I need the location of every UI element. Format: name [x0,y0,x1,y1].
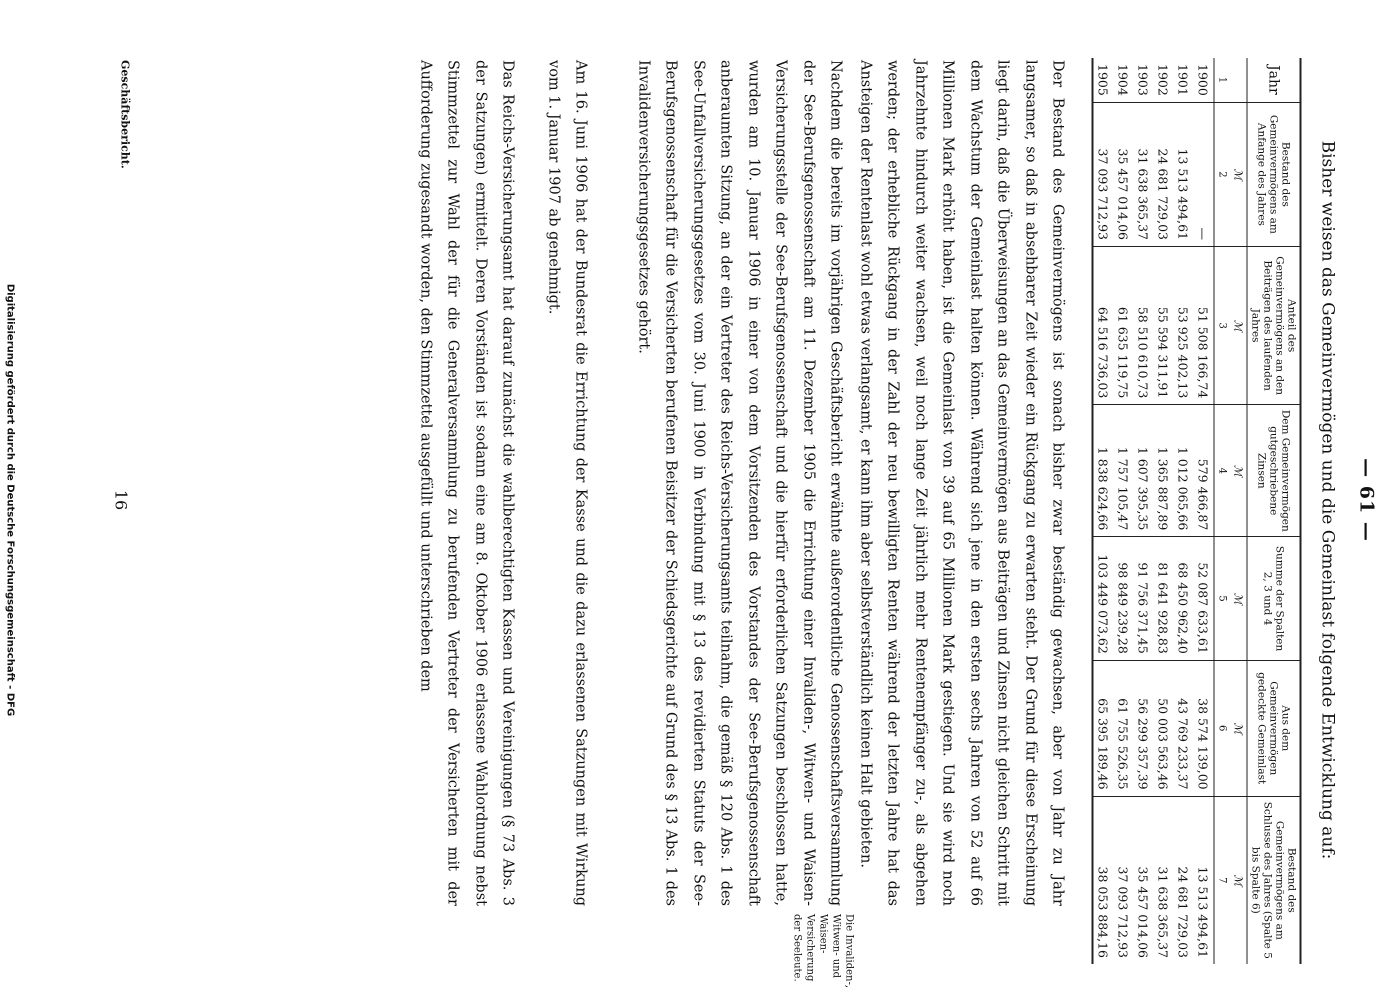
table-cell: 38 053 884,16 [1092,796,1113,964]
table-cell: 43 769 233,37 [1173,660,1193,796]
header-gemeinlast: Aus dem Gemeinvermögen gedeckte Gemeinlast [1247,660,1301,796]
table-cell: 103 449 073,62 [1092,537,1113,660]
page-number: — 61 — [1355,458,1377,542]
unit-cell: ℳ [1230,246,1247,404]
table-cell: 1900 [1195,64,1211,96]
table-row [1113,58,1133,964]
table-cell: 1 365 887,89 [1153,405,1173,537]
development-table [1091,58,1301,964]
paragraph-versicherungsamt: Das Reichs-Versicherungsamt hat darauf zunächst die wahlberechtigten Kassen und Vereinigungen (§ 73 Abs. 3 der Satzungen) ermittelt. Deren Vorständen ist sodann eine am 8. Oktober 1906 erlassene Wahlordnung nebst Stimmzettel zur Wahl der für die Generalversammlung zu berufenden Vertreter der Versicherten mit der Aufforderung zugesandt worden, den Stimmzettel ausgefüllt und unterschrieben dem [417,60,516,906]
footer-label: Geschäftsbericht. [118,60,131,169]
column-number: 2 [1214,102,1231,246]
table-cell: 1 757 105,47 [1113,405,1133,537]
table-cell: 1903 [1135,64,1151,96]
table-cell: 13 513 494,61 [1193,796,1214,964]
table-cell: 24 681 729,03 [1153,102,1173,246]
table-cell: 31 638 365,37 [1153,796,1173,964]
table-cell: 81 641 928,83 [1153,537,1173,660]
table-cell: 13 513 494,61 [1173,102,1193,246]
table-cell: 1 838 624,66 [1092,405,1113,537]
unit-cell: ℳ [1230,537,1247,660]
header-anteil: Anteil des Gemeinvermögens an den Beiträgen des laufenden Jahres [1247,246,1301,404]
table-row [1193,58,1214,964]
table-cell: 1 012 065,66 [1173,405,1193,537]
table-cell: 24 681 729,03 [1173,796,1193,964]
unit-row [1230,58,1247,964]
paragraph-genossenschaft: Nachdem die bereits im vorjährigen Geschäftsbericht erwähnte außerordentliche Genossenschaftsversammlung der See-Berufsgenossenschaft am 11. Dezember 1905 die Errichtung einer Invaliden-, Witwen- und Waisen-Versicherungsstelle der See-Berufsgenossenschaft und die hierfür erforderlichen Satzungen beschlossen hatte, wurden am 10. Januar 1906 in einer von dem Vorsitzenden des Vorstandes der See-Berufsgenossenschaft anberaumten Sitzung, an der ein Vertreter des Reichs-Versicherungsamts teilnahm, die gemäß § 120 Abs. 1 des See-Unfallversicherungsgesetzes vom 30. Juni 1900 in Verbindung mit § 13 des revidierten Statuts der See-Berufsgenossenschaft für die Versicherten berufenen Beisitzer der Schiedsgerichte auf Grund des § 13 Abs. 1 des Invalidenversicherungsgesetzes gehört. [635,60,844,906]
table-cell: 61 755 526,35 [1113,660,1133,796]
table-cell: 35 457 014,06 [1133,796,1153,964]
paragraph-bestand: Der Bestand des Gemeinvermögens ist sonach bisher zwar beständig gewachsen, aber von Jahr zu Jahr langsamer, so daß in absehbarer Zeit wieder ein Rückgang zu erwarten steht. Der Grund für diese Erscheinung liegt darin, daß die Überweisungen an das Gemeinvermögen aus Beiträgen und Zinsen nicht gleichen Schritt mit dem Wachstum der Gemeinlast halten können. Während sich jene in den ersten sechs Jahren von 52 auf 66 Millionen Mark erhöht haben, ist die Gemeinlast von 39 auf 65 Millionen Mark gestiegen. Und sie wird noch Jahrzehnte hindurch weiter wachsen, weil noch lange Zeit jährlich mehr Rentenempfänger zu-, als abgehen werden; der erhebliche Rückgang in der Zahl der neu bewilligten Renten während der letzten Jahre hat das Ansteigen der Rentenlast wohl etwas verlangsamt, er kann ihm aber selbstverständlich keinen Halt gebieten. [857,60,1066,906]
table-cell: 53 925 402,13 [1173,246,1193,404]
section-heading: Bisher weisen das Gemeinvermögen und die Gemeinlast folgende Entwicklung auf: [1317,140,1337,860]
header-jahr: Jahr [1247,58,1301,102]
table-cell: 38 574 139,00 [1193,660,1214,796]
table-cell: 50 003 563,46 [1153,660,1173,796]
unit-cell: ℳ [1230,660,1247,796]
table-row [1153,58,1173,964]
digitization-credit: Digitalisierung gefördert durch die Deutsche Forschungsgemeinschaft - DFG [4,283,15,717]
paragraph-bundesrat: Am 16. Juni 1906 hat der Bundesrat die Errichtung der Kasse und die dazu erlassenen Satzungen mit Wirkung vom 1. Januar 1907 ab genehmigt. [545,60,589,906]
table-cell: 64 516 736,03 [1092,246,1113,404]
header-bestand-schluss: Bestand des Gemeinvermögens am Schlusse des Jahres (Spalte 5 bis Spalte 6) [1247,796,1301,964]
table-row [1092,58,1113,964]
table-cell: 65 395 189,46 [1092,660,1113,796]
table-cell: 579 466,87 [1193,405,1214,537]
table-cell: 51 508 166,74 [1193,246,1214,404]
table-cell: 56 299 357,39 [1133,660,1153,796]
table-row [1173,58,1193,964]
table-cell: 1904 [1115,64,1131,96]
sheet-number: 16 [111,489,130,511]
unit-cell: ℳ [1230,405,1247,537]
table-cell: 37 093 712,93 [1092,102,1113,246]
column-number: 6 [1214,660,1231,796]
table-cell: 68 450 962,40 [1173,537,1193,660]
column-number: 5 [1214,537,1231,660]
header-bestand-anfang: Bestand des Gemeinvermögens am Anfange des Jahres [1247,102,1301,246]
margin-note: Die Invaliden-, Witwen- und Waisen-Versicherung der Seeleute. [791,914,854,989]
table-cell: 91 756 371,45 [1133,537,1153,660]
table-cell: 1 607 395,35 [1133,405,1153,537]
table-cell: 58 510 610,73 [1133,246,1153,404]
table-cell: 35 457 014,06 [1113,102,1133,246]
table-cell: 37 093 712,93 [1113,796,1133,964]
table-cell: 55 594 311,91 [1153,246,1173,404]
table-cell: 61 635 119,75 [1113,246,1133,404]
table-cell: — [1193,102,1214,246]
unit-cell [1230,58,1247,102]
header-summe: Summe der Spalten 2, 3 und 4 [1247,537,1301,660]
column-number: 7 [1214,796,1231,964]
table-cell: 1901 [1175,64,1191,96]
unit-cell: ℳ [1230,102,1247,246]
column-number: 3 [1214,246,1231,404]
column-number: 1 [1214,58,1231,102]
table-cell: 52 087 633,61 [1193,537,1214,660]
table-cell: 31 638 365,37 [1133,102,1153,246]
table-cell: 1905 [1092,58,1113,102]
column-number-row [1214,58,1231,964]
table-cell: 98 849 239,28 [1113,537,1133,660]
unit-cell: ℳ [1230,796,1247,964]
column-number: 4 [1214,405,1231,537]
table-row [1133,58,1153,964]
header-zinsen: Dem Gemeinvermögen gutgeschriebene Zinsen [1247,405,1301,537]
table-cell: 1902 [1155,64,1171,96]
